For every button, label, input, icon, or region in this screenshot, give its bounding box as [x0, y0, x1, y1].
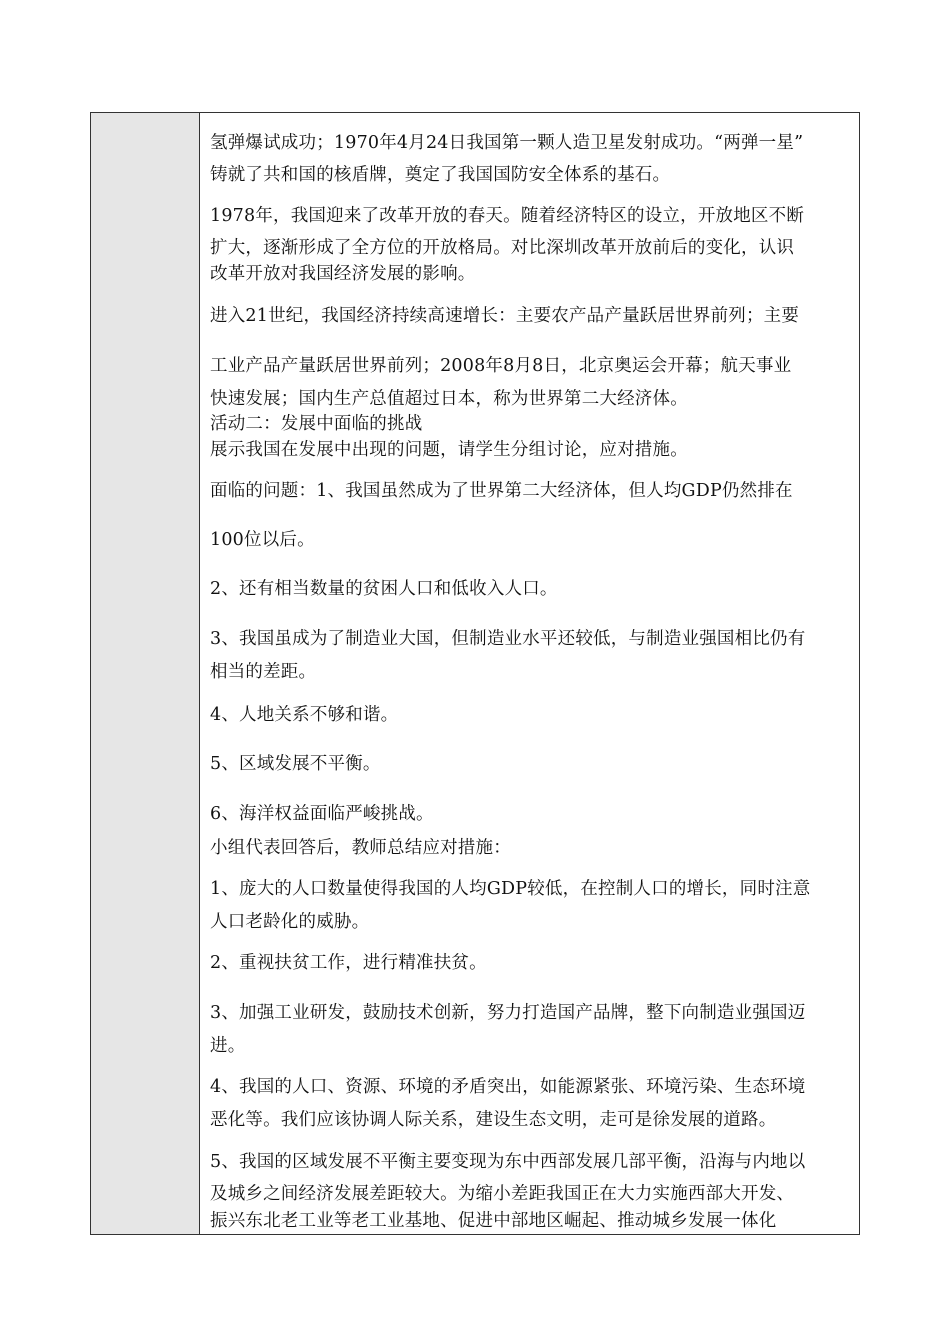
text-line: 展示我国在发展中出现的问题，请学生分组讨论，应对措施。	[210, 440, 688, 460]
text-line: 振兴东北老工业等老工业基地、促进中部地区崛起、推动城乡发展一体化	[210, 1211, 777, 1231]
list-item: 2、重视扶贫工作，进行精准扶贫。	[210, 953, 487, 973]
list-item: 1、庞大的人口数量使得我国的人均GDP较低，在控制人口的增长，同时注意	[210, 879, 811, 899]
text-line: 铸就了共和国的核盾牌，奠定了我国国防安全体系的基石。	[210, 165, 671, 185]
text-line: 氢弹爆试成功；1970年4月24日我国第一颗人造卫星发射成功。“两弹一星”	[210, 133, 804, 153]
list-item: 2、还有相当数量的贫困人口和低收入人口。	[210, 579, 558, 599]
text-line: 小组代表回答后，教师总结应对措施：	[210, 838, 511, 858]
text-line: 进。	[210, 1036, 246, 1056]
text-line: 进入21世纪，我国经济持续高速增长：主要农产品产量跃居世界前列；主要	[210, 306, 800, 326]
list-item: 5、我国的区域发展不平衡主要变现为东中西部发展几部平衡，沿海与内地以	[210, 1152, 806, 1172]
list-item: 5、区域发展不平衡。	[210, 754, 381, 774]
table-left-column	[91, 113, 200, 1234]
document-table	[90, 112, 860, 1235]
list-item: 4、人地关系不够和谐。	[210, 705, 399, 725]
table-content-cell	[200, 113, 859, 1234]
text-line: 100位以后。	[210, 530, 315, 550]
text-line: 1978年，我国迎来了改革开放的春天。随着经济特区的设立，开放地区不断	[210, 206, 805, 226]
text-line: 改革开放对我国经济发展的影响。	[210, 264, 476, 284]
list-item: 4、我国的人口、资源、环境的矛盾突出，如能源紧张、环境污染、生态环境	[210, 1077, 806, 1097]
text-line: 扩大，逐渐形成了全方位的开放格局。对比深圳改革开放前后的变化，认识	[210, 238, 795, 258]
list-item: 3、加强工业研发，鼓励技术创新，努力打造国产品牌，整下向制造业强国迈	[210, 1003, 806, 1023]
text-line: 面临的问题：1、我国虽然成为了世界第二大经济体，但人均GDP仍然排在	[210, 481, 793, 501]
text-line: 工业产品产量跃居世界前列；2008年8月8日，北京奥运会开幕；航天事业	[210, 356, 792, 376]
text-line: 快速发展；国内生产总值超过日本，称为世界第二大经济体。	[210, 389, 688, 409]
list-item: 3、我国虽成为了制造业大国，但制造业水平还较低，与制造业强国相比仍有	[210, 629, 806, 649]
list-item: 6、海洋权益面临严峻挑战。	[210, 804, 434, 824]
text-line: 人口老龄化的威胁。	[210, 912, 370, 932]
text-line: 及城乡之间经济发展差距较大。为缩小差距我国正在大力实施西部大开发、	[210, 1184, 795, 1204]
section-heading: 活动二：发展中面临的挑战	[210, 414, 423, 434]
text-line: 相当的差距。	[210, 662, 317, 682]
text-line: 恶化等。我们应该协调人际关系，建设生态文明，走可是徐发展的道路。	[210, 1110, 777, 1130]
